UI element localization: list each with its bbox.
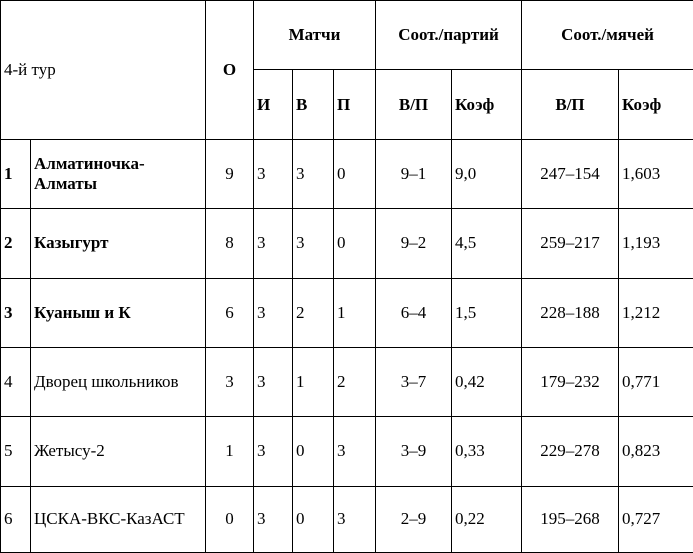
place-cell: 1 — [1, 139, 31, 208]
team-cell: ЦСКА-ВКС-КазАСТ — [31, 486, 206, 552]
balls-wl-cell: 247–154 — [522, 139, 619, 208]
team-cell: Алматиночка-Алматы — [31, 139, 206, 208]
balls-group-header: Соот./мячей — [522, 1, 693, 70]
played-header: И — [254, 70, 293, 139]
points-cell: 3 — [206, 347, 254, 416]
table-row — [1, 209, 693, 278]
balls-coef-cell: 1,603 — [619, 139, 693, 208]
sets-group-header: Соот./партий — [376, 1, 522, 70]
won-cell: 3 — [293, 139, 334, 208]
sets-wl-cell: 9–1 — [376, 139, 452, 208]
place-cell: 3 — [1, 278, 31, 347]
sets-coef-cell: 4,5 — [452, 209, 522, 278]
lost-cell: 2 — [334, 347, 376, 416]
sets-coef-cell: 9,0 — [452, 139, 522, 208]
sets-wl-cell: 3–7 — [376, 347, 452, 416]
lost-cell: 1 — [334, 278, 376, 347]
lost-header: П — [334, 70, 376, 139]
won-cell: 3 — [293, 209, 334, 278]
played-cell: 3 — [254, 417, 293, 486]
sets-wl-cell: 2–9 — [376, 486, 452, 552]
played-cell: 3 — [254, 278, 293, 347]
lost-cell: 3 — [334, 417, 376, 486]
won-cell: 0 — [293, 486, 334, 552]
balls-wl-cell: 179–232 — [522, 347, 619, 416]
place-cell: 4 — [1, 347, 31, 416]
table-row — [1, 347, 693, 416]
balls-coef-header: Коэф — [619, 70, 693, 139]
matches-group-header: Матчи — [254, 1, 376, 70]
balls-wl-cell: 259–217 — [522, 209, 619, 278]
place-cell: 6 — [1, 486, 31, 552]
team-cell: Куаныш и К — [31, 278, 206, 347]
played-cell: 3 — [254, 347, 293, 416]
balls-wl-header: В/П — [522, 70, 619, 139]
table-row — [1, 417, 693, 486]
played-cell: 3 — [254, 139, 293, 208]
round-header: 4-й тур — [1, 1, 206, 140]
sets-coef-cell: 0,22 — [452, 486, 522, 552]
sets-coef-cell: 1,5 — [452, 278, 522, 347]
balls-wl-cell: 195–268 — [522, 486, 619, 552]
balls-coef-cell: 0,823 — [619, 417, 693, 486]
won-cell: 1 — [293, 347, 334, 416]
sets-coef-cell: 0,33 — [452, 417, 522, 486]
played-cell: 3 — [254, 209, 293, 278]
sets-wl-cell: 3–9 — [376, 417, 452, 486]
team-cell: Жетысу-2 — [31, 417, 206, 486]
points-cell: 1 — [206, 417, 254, 486]
table-row — [1, 139, 693, 208]
points-cell: 6 — [206, 278, 254, 347]
sets-wl-cell: 6–4 — [376, 278, 452, 347]
lost-cell: 0 — [334, 139, 376, 208]
place-cell: 2 — [1, 209, 31, 278]
points-cell: 0 — [206, 486, 254, 552]
points-header: О — [206, 1, 254, 140]
points-cell: 8 — [206, 209, 254, 278]
sets-wl-header: В/П — [376, 70, 452, 139]
sets-coef-cell: 0,42 — [452, 347, 522, 416]
played-cell: 3 — [254, 486, 293, 552]
sets-coef-header: Коэф — [452, 70, 522, 139]
won-cell: 2 — [293, 278, 334, 347]
table-row — [1, 486, 693, 552]
balls-coef-cell: 0,771 — [619, 347, 693, 416]
place-cell: 5 — [1, 417, 31, 486]
won-cell: 0 — [293, 417, 334, 486]
balls-coef-cell: 0,727 — [619, 486, 693, 552]
lost-cell: 3 — [334, 486, 376, 552]
sets-wl-cell: 9–2 — [376, 209, 452, 278]
balls-wl-cell: 229–278 — [522, 417, 619, 486]
team-cell: Казыгурт — [31, 209, 206, 278]
header-row-groups — [1, 1, 693, 70]
won-header: В — [293, 70, 334, 139]
balls-coef-cell: 1,193 — [619, 209, 693, 278]
lost-cell: 0 — [334, 209, 376, 278]
balls-coef-cell: 1,212 — [619, 278, 693, 347]
team-cell: Дворец школьников — [31, 347, 206, 416]
table-row — [1, 278, 693, 347]
balls-wl-cell: 228–188 — [522, 278, 619, 347]
points-cell: 9 — [206, 139, 254, 208]
